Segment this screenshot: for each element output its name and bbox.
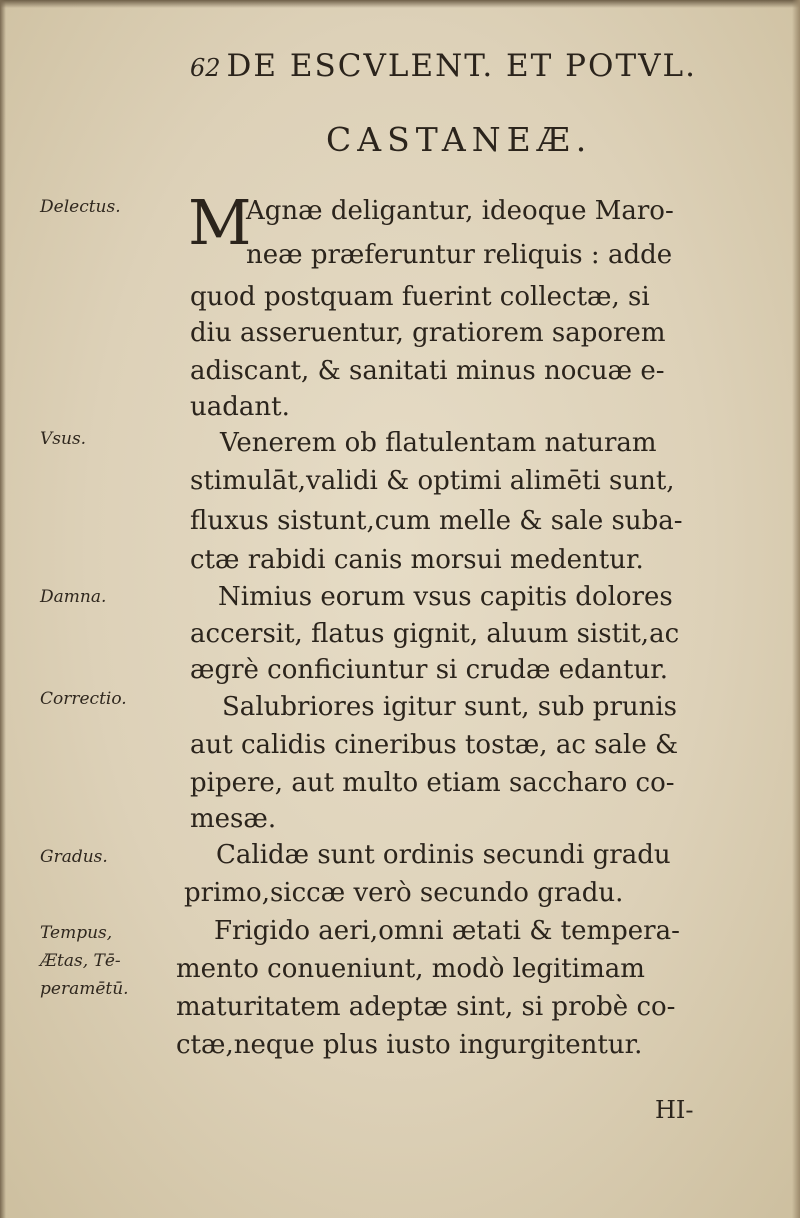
margin-note-aetas: Ætas, Tē- (40, 951, 121, 971)
text-line: uadant. (190, 392, 290, 422)
text-line: accersit, flatus gignit, aluum sistit,ac (190, 619, 680, 649)
margin-note-damna: Damna. (40, 587, 107, 607)
text-line: ctæ rabidi canis morsui medentur. (190, 545, 644, 575)
text-line: Nimius eorum vsus capitis dolores (218, 582, 673, 612)
catchword: HI- (655, 1096, 694, 1124)
text-line: stimulāt,validi & optimi alimēti sunt, (190, 466, 675, 496)
text-line: ægrè conficiuntur si crudæ edantur. (190, 655, 669, 685)
text-line: Venerem ob flatulentam naturam (220, 428, 657, 458)
running-head (190, 48, 770, 84)
text-line: mesæ. (190, 804, 277, 834)
text-line: diu asseruentur, gratiorem saporem (190, 318, 666, 348)
text-line: Frigido aeri,omni ætati & tempera- (214, 916, 680, 946)
page-right-edge (792, 0, 800, 1218)
text-line: pipere, aut multo etiam saccharo co- (190, 768, 675, 798)
drop-cap: M (188, 186, 252, 259)
text-line: maturitatem adeptæ sint, si probè co- (176, 992, 676, 1022)
page-number: 62 (190, 54, 221, 82)
text-line: Calidæ sunt ordinis secundi gradu (216, 840, 671, 870)
text-line: Salubriores igitur sunt, sub prunis (222, 692, 678, 722)
margin-note-temperamentum: peramētū. (40, 979, 129, 999)
margin-note-tempus: Tempus, (40, 923, 113, 943)
section-title: CASTANEÆ. (326, 120, 593, 159)
text-line: Agnæ deligantur, ideoque Maro- (246, 196, 674, 226)
text-line: ctæ,neque plus iusto ingurgitentur. (176, 1030, 643, 1060)
text-line: mento conueniunt, modò legitimam (176, 954, 645, 984)
margin-note-delectus: Delectus. (40, 197, 121, 217)
page-left-edge (0, 0, 6, 1218)
text-line: adiscant, & sanitati minus nocuæ e- (190, 356, 665, 386)
text-line: primo,siccæ verò secundo gradu. (184, 878, 624, 908)
text-line: fluxus sistunt,cum melle & sale suba- (190, 506, 683, 536)
margin-note-gradus: Gradus. (40, 847, 108, 867)
text-line: aut calidis cineribus tostæ, ac sale & (190, 730, 679, 760)
text-line: quod postquam fuerint collectæ, si (190, 282, 650, 312)
margin-note-correctio: Correctio. (40, 689, 127, 709)
margin-note-vsus: Vsus. (40, 429, 87, 449)
text-line: neæ præferuntur reliquis : adde (246, 240, 673, 270)
running-title: DE ESCVLENT. ET POTVL. (226, 48, 697, 84)
page-top-edge (0, 0, 800, 8)
